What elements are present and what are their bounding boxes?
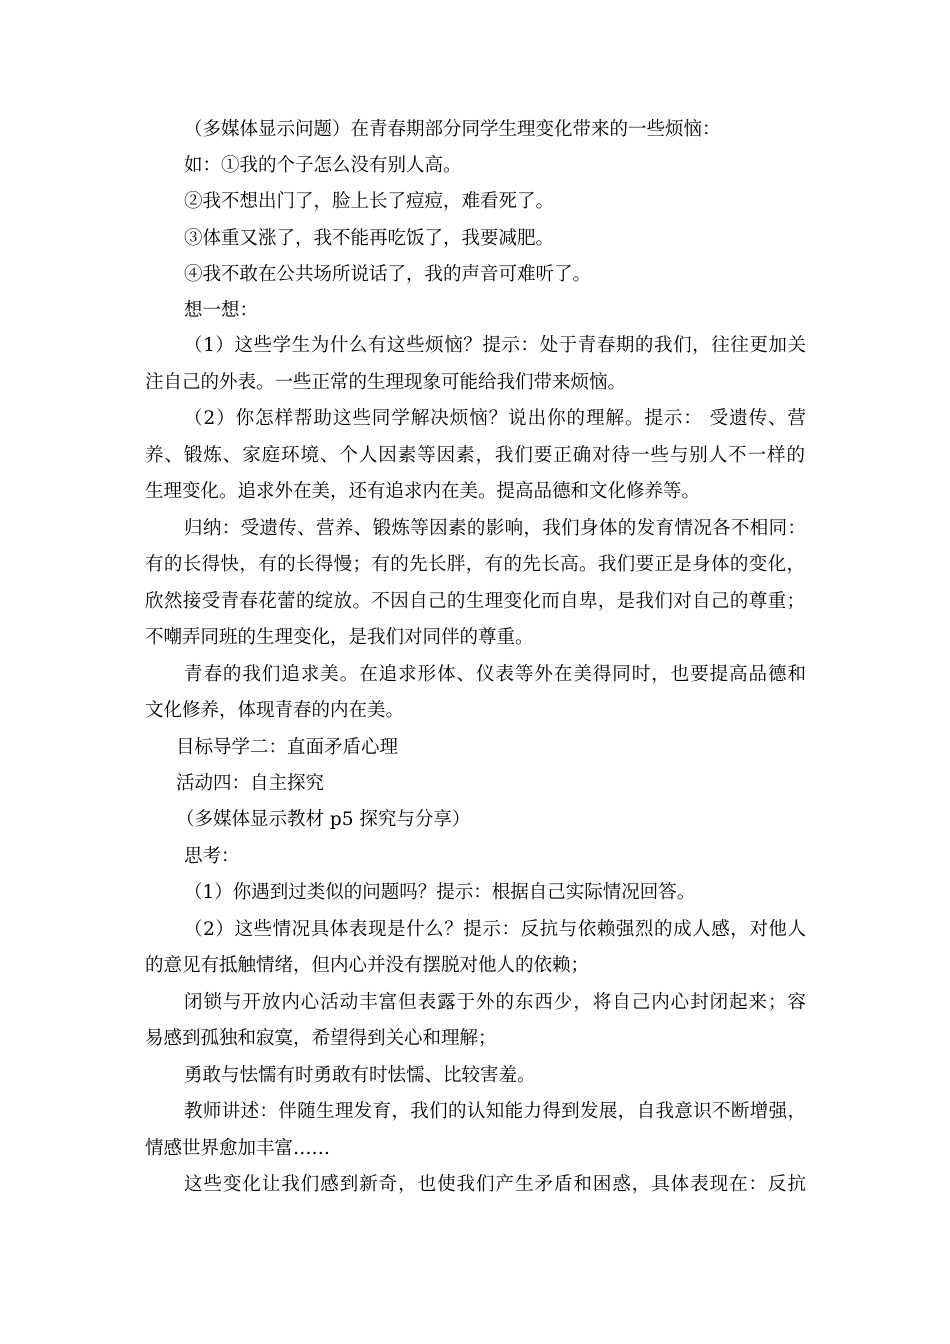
text-line: 的意见有抵触情绪，但内心并没有摆脱对他人的依赖； <box>145 955 590 976</box>
text-line: 闭锁与开放内心活动丰富但表露于外的东西少，将自己内心封闭起来；容 <box>184 992 806 1013</box>
text-line: 如：①我的个子怎么没有别人高。 <box>184 155 462 176</box>
text-line: （多媒体显示问题）在青春期部分同学生理变化带来的一些烦恼： <box>184 119 721 140</box>
text-line: 易感到孤独和寂寞，希望得到关心和理解； <box>145 1028 497 1049</box>
text-line: （1）你遇到过类似的问题吗？提示：根据自己实际情况回答。 <box>184 882 696 903</box>
text-line: ②我不想出门了，脸上长了痘痘，难看死了。 <box>184 191 555 212</box>
text-line: 想一想： <box>184 300 259 321</box>
text-line: （2）你怎样帮助这些同学解决烦恼？说出你的理解。提示： 受遗传、营 <box>184 408 806 429</box>
text-line: 思考： <box>184 846 240 867</box>
text-line: （2）这些情况具体表现是什么？提示：反抗与依赖强烈的成人感，对他人 <box>184 919 806 940</box>
text-line: 情感世界愈加丰富…… <box>145 1138 331 1159</box>
section-heading: 目标导学二：直面矛盾心理 <box>176 737 399 758</box>
text-line: ④我不敢在公共场所说话了，我的声音可难听了。 <box>184 264 592 285</box>
text-line: 欣然接受青春花蕾的绽放。不因自己的生理变化而自卑，是我们对自己的尊重； <box>145 591 805 612</box>
text-line: （1）这些学生为什么有这些烦恼？提示：处于青春期的我们，往往更加关 <box>184 335 806 356</box>
text-line: 青春的我们追求美。在追求形体、仪表等外在美得同时，也要提高品德和 <box>184 664 806 685</box>
text-line: 不嘲弄同班的生理变化，是我们对同伴的尊重。 <box>145 627 534 648</box>
text-line: 养、锻炼、家庭环境、个人因素等因素，我们要正确对待一些与别人不一样的 <box>145 445 805 466</box>
text-line: 活动四：自主探究 <box>176 773 325 794</box>
text-line: （多媒体显示教材 p5 探究与分享） <box>176 809 471 830</box>
text-line: ③体重又涨了，我不能再吃饭了，我要减肥。 <box>184 228 555 249</box>
text-line: 勇敢与怯懦有时勇敢有时怯懦、比较害羞。 <box>184 1065 536 1086</box>
text-line: 生理变化。追求外在美，还有追求内在美。提高品德和文化修养等。 <box>145 481 701 502</box>
text-line: 这些变化让我们感到新奇，也使我们产生矛盾和困惑，具体表现在：反抗 <box>184 1174 806 1195</box>
text-line: 文化修养，体现青春的内在美。 <box>145 700 405 721</box>
text-line: 有的长得快，有的长得慢；有的先长胖，有的先长高。我们要正是身体的变化， <box>145 554 805 575</box>
text-line: 教师讲述：伴随生理发育，我们的认知能力得到发展，自我意识不断增强， <box>184 1101 806 1122</box>
text-line: 注自己的外表。一些正常的生理现象可能给我们带来烦恼。 <box>145 372 627 393</box>
text-line: 归纳：受遗传、营养、锻炼等因素的影响，我们身体的发育情况各不相同： <box>184 518 806 539</box>
